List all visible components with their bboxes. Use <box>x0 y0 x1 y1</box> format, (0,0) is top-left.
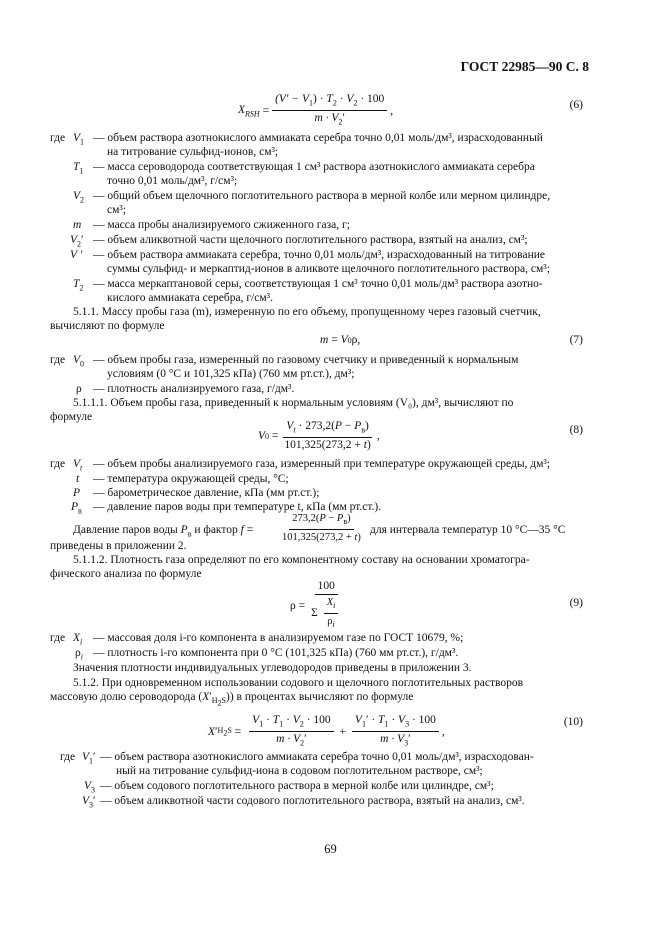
def-symbol: P <box>73 487 81 499</box>
def-text: — общий объем щелочного поглотительного раствора в мерной колбе или мерном цилиндре, <box>93 190 551 202</box>
equation-number-7: (7) <box>569 334 583 346</box>
page-number: 69 <box>324 842 337 856</box>
def-text: — барометрическое давление, кПа (мм рт.ст.); <box>93 487 320 499</box>
equation-number-8: (8) <box>569 424 583 436</box>
def-text: — объем содового поглотительного раствора в мерной колбе или цилиндре, см³; <box>100 780 494 792</box>
def-text: условиям (0 °С и 101,325 кПа) (760 мм рт.ст.), дм³; <box>107 368 355 380</box>
def-text: — объем пробы газа, измеренный по газовому счетчику и приведенный к нормальным <box>93 354 519 366</box>
equation-number-10: (10) <box>563 716 583 728</box>
where-label: где <box>50 354 66 366</box>
def-symbol: t <box>76 473 80 485</box>
def-symbol: $T_1$ <box>73 161 84 176</box>
def-text: — объем раствора азотнокислого аммиаката серебра точно 0,01 моль/дм³, израсходован- <box>100 751 534 763</box>
paragraph-5-1-2: 5.1.2. При одновременном использовании содового и щелочного поглотительных растворов <box>73 677 523 689</box>
def-text: — масса пробы анализируемого сжиженного газа, г; <box>93 219 350 231</box>
def-text: — масса сероводорода соответствующая 1 см³ раствора азотнокислого аммиаката серебра <box>93 161 535 173</box>
def-text: — объем аликвотной части содового поглотительного раствора, взятый на анализ, см³. <box>100 795 525 807</box>
def-symbol: ρ <box>76 383 82 395</box>
def-symbol: m <box>73 219 82 231</box>
formula-10: X ′ $H_2S$ = $\frac{V_1 \cdot T_1 \cdot V_2 \cdot 100}{m \cdot V_2'}$ + $\frac{V_1' \cdot T_1 \cdot V_3 \cdot 100}{m \cdot V_3'}$ , <box>208 714 445 748</box>
paragraph-5-1-1: 5.1.1. Массу пробы газа (m), измеренную по его объему, пропущенному через газовый счетчик, <box>73 306 541 318</box>
def-text: — плотность i-го компонента при 0 °С (101,325 кПа) (760 мм рт.ст.), г/дм³. <box>93 647 459 659</box>
formula-factor: $\frac{273,2(P - P_в)}{101,325(273,2 + t)}$ <box>282 513 361 544</box>
paragraph-vapor-cont: для интервала температур 10 °С—35 °С <box>370 524 566 536</box>
where-label: где <box>50 132 66 144</box>
def-text: — объем раствора азотнокислого аммиаката серебра точно 0,01 моль/дм³, израсходованный <box>93 132 543 144</box>
def-text: — объем аликвотной части щелочного поглотительного раствора, взятый на анализ, см³; <box>93 234 528 246</box>
formula-7: m = V 0 ρ, <box>320 334 361 346</box>
def-text: — объем раствора аммиаката серебра, точно 0,01 моль/дм³, израсходованный на титрование <box>93 249 545 261</box>
equation-number-9: (9) <box>569 597 583 609</box>
formula-6: $X_{RSH}$ = $\frac{(V' - V_1) \cdot T_2 \cdot V_2 \cdot 100}{m \cdot V_2'}$ , <box>238 93 394 127</box>
def-symbol: $V_1'$ <box>82 751 96 766</box>
def-symbol: $V_t$ <box>73 458 83 473</box>
def-text: точно 0,01 моль/дм³, г/см³; <box>107 175 238 187</box>
paragraph-5-1-1-1: 5.1.1.1. Объем пробы газа, приведенный к нормальным условиям (V₀), дм³, вычисляют по <box>73 397 514 409</box>
equation-number-6: (6) <box>569 99 583 111</box>
def-symbol: $X_i$ <box>73 632 83 647</box>
def-symbol: V ′ <box>70 249 83 261</box>
def-symbol: $V_3'$ <box>82 795 96 810</box>
def-symbol: $V_2$ <box>73 190 85 205</box>
paragraph-5-1-1-2: 5.1.1.2. Плотность газа определяют по его компонентному составу на основании хроматогра- <box>73 554 530 566</box>
def-text: — объем пробы анализируемого газа, измеренный при температуре окружающей среды, дм³; <box>93 458 551 470</box>
def-symbol: $V_3$ <box>84 780 96 795</box>
def-symbol: $T_2$ <box>73 278 84 293</box>
def-symbol: $V_1$ <box>73 132 85 147</box>
def-symbol: $P_в$ <box>71 501 82 516</box>
def-symbol: $V_0$ <box>73 354 85 369</box>
def-symbol: $V_2'$ <box>70 234 84 249</box>
def-text: — массовая доля i-го компонента в анализируемом газе по ГОСТ 10679, %; <box>93 632 464 644</box>
paragraph-5-1-1-1-cont: формуле <box>50 411 93 423</box>
paragraph-vapor-end: приведены в приложении 2. <box>50 540 187 552</box>
paragraph-vapor: Давление паров воды $P_в$ и фактор f = <box>73 524 254 539</box>
def-text: на титрование сульфид-ионов, см³; <box>107 146 279 158</box>
def-text: — температура окружающей среды, °С; <box>93 473 289 485</box>
page-header: ГОСТ 22985—90 С. 8 <box>460 59 589 74</box>
def-text: см³; <box>107 204 127 216</box>
def-text: — масса меркаптановой серы, соответствующая 1 см³ точно 0,01 моль/дм³ раствора азотно- <box>93 278 543 290</box>
def-text: — плотность анализируемого газа, г/дм³. <box>93 383 295 395</box>
where-label: где <box>50 458 66 470</box>
formula-8: V 0 = $\frac{V_t \cdot 273,2(P - P_в)}{101,325(273,2 + t)}$ , <box>258 420 380 452</box>
where-label: где <box>50 632 66 644</box>
formula-9: ρ = 100 Σ $\frac{X_i}{\rho_i}$ <box>290 580 347 631</box>
def-text: кислого аммиаката серебра, г/см³. <box>107 292 273 304</box>
paragraph-5-1-1-2-cont: фического анализа по формуле <box>50 568 202 580</box>
where-label: где <box>60 751 76 763</box>
def-text: ный на титрование сульфид-иона в содовом поглотительном растворе, см³; <box>116 765 483 777</box>
def-text: суммы сульфид- и меркаптид-ионов в аликвоте щелочного поглотительного раствора, см³; <box>107 263 550 275</box>
paragraph-5-1-2-cont: массовую долю сероводорода $(X'_{H_2S})$) в процентах вычисляют по формуле <box>50 691 414 708</box>
def-text: — давление паров воды при температуре t, кПа (мм рт.ст.). <box>93 501 382 513</box>
paragraph-5-1-1-cont: вычисляют по формуле <box>50 320 165 332</box>
paragraph-density: Значения плотности индивидуальных углеводородов приведены в приложении 3. <box>73 662 472 674</box>
def-symbol: $\rho_i$ <box>75 647 83 662</box>
